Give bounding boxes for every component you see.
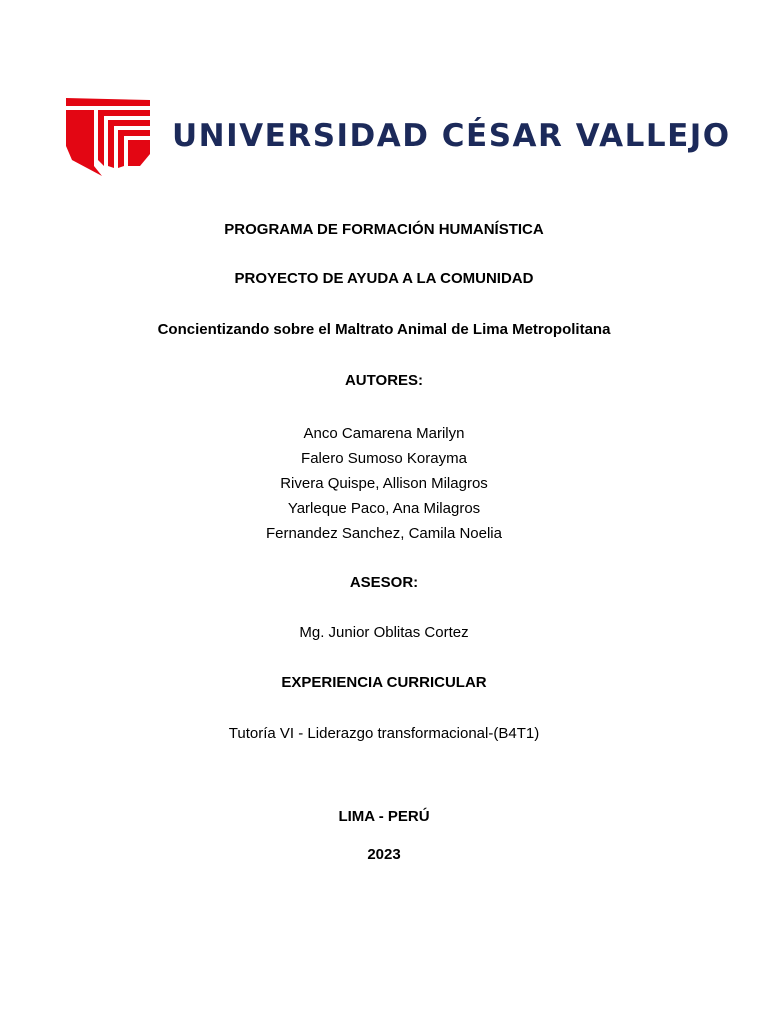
location: LIMA - PERÚ <box>338 808 430 825</box>
university-header <box>64 96 731 178</box>
program-title: PROGRAMA DE FORMACIÓN HUMANÍSTICA <box>224 221 544 238</box>
project-title: PROYECTO DE AYUDA A LA COMUNIDAD <box>234 270 534 287</box>
advisor-heading: ASESOR: <box>349 574 419 591</box>
university-name: UNIVERSIDAD CÉSAR VALLEJO <box>172 118 731 154</box>
curricular-course: Tutoría VI - Liderazgo transformacional-(B4T1) <box>228 725 540 742</box>
authors-list <box>0 421 768 546</box>
ucv-shield-logo-icon <box>64 96 154 178</box>
author-name: Anco Camarena Marilyn <box>303 425 465 442</box>
author-name: Fernandez Sanchez, Camila Noelia <box>266 525 502 542</box>
author-name: Yarleque Paco, Ana Milagros <box>287 500 481 517</box>
author-name: Rivera Quispe, Allison Milagros <box>280 475 488 492</box>
authors-heading: AUTORES: <box>344 372 424 389</box>
author-name: Falero Sumoso Korayma <box>301 450 467 467</box>
topic-title: Concientizando sobre el Maltrato Animal de Lima Metropolitana <box>157 321 611 338</box>
year: 2023 <box>367 846 401 863</box>
curricular-heading: EXPERIENCIA CURRICULAR <box>281 674 487 691</box>
advisor-name: Mg. Junior Oblitas Cortez <box>299 624 469 641</box>
